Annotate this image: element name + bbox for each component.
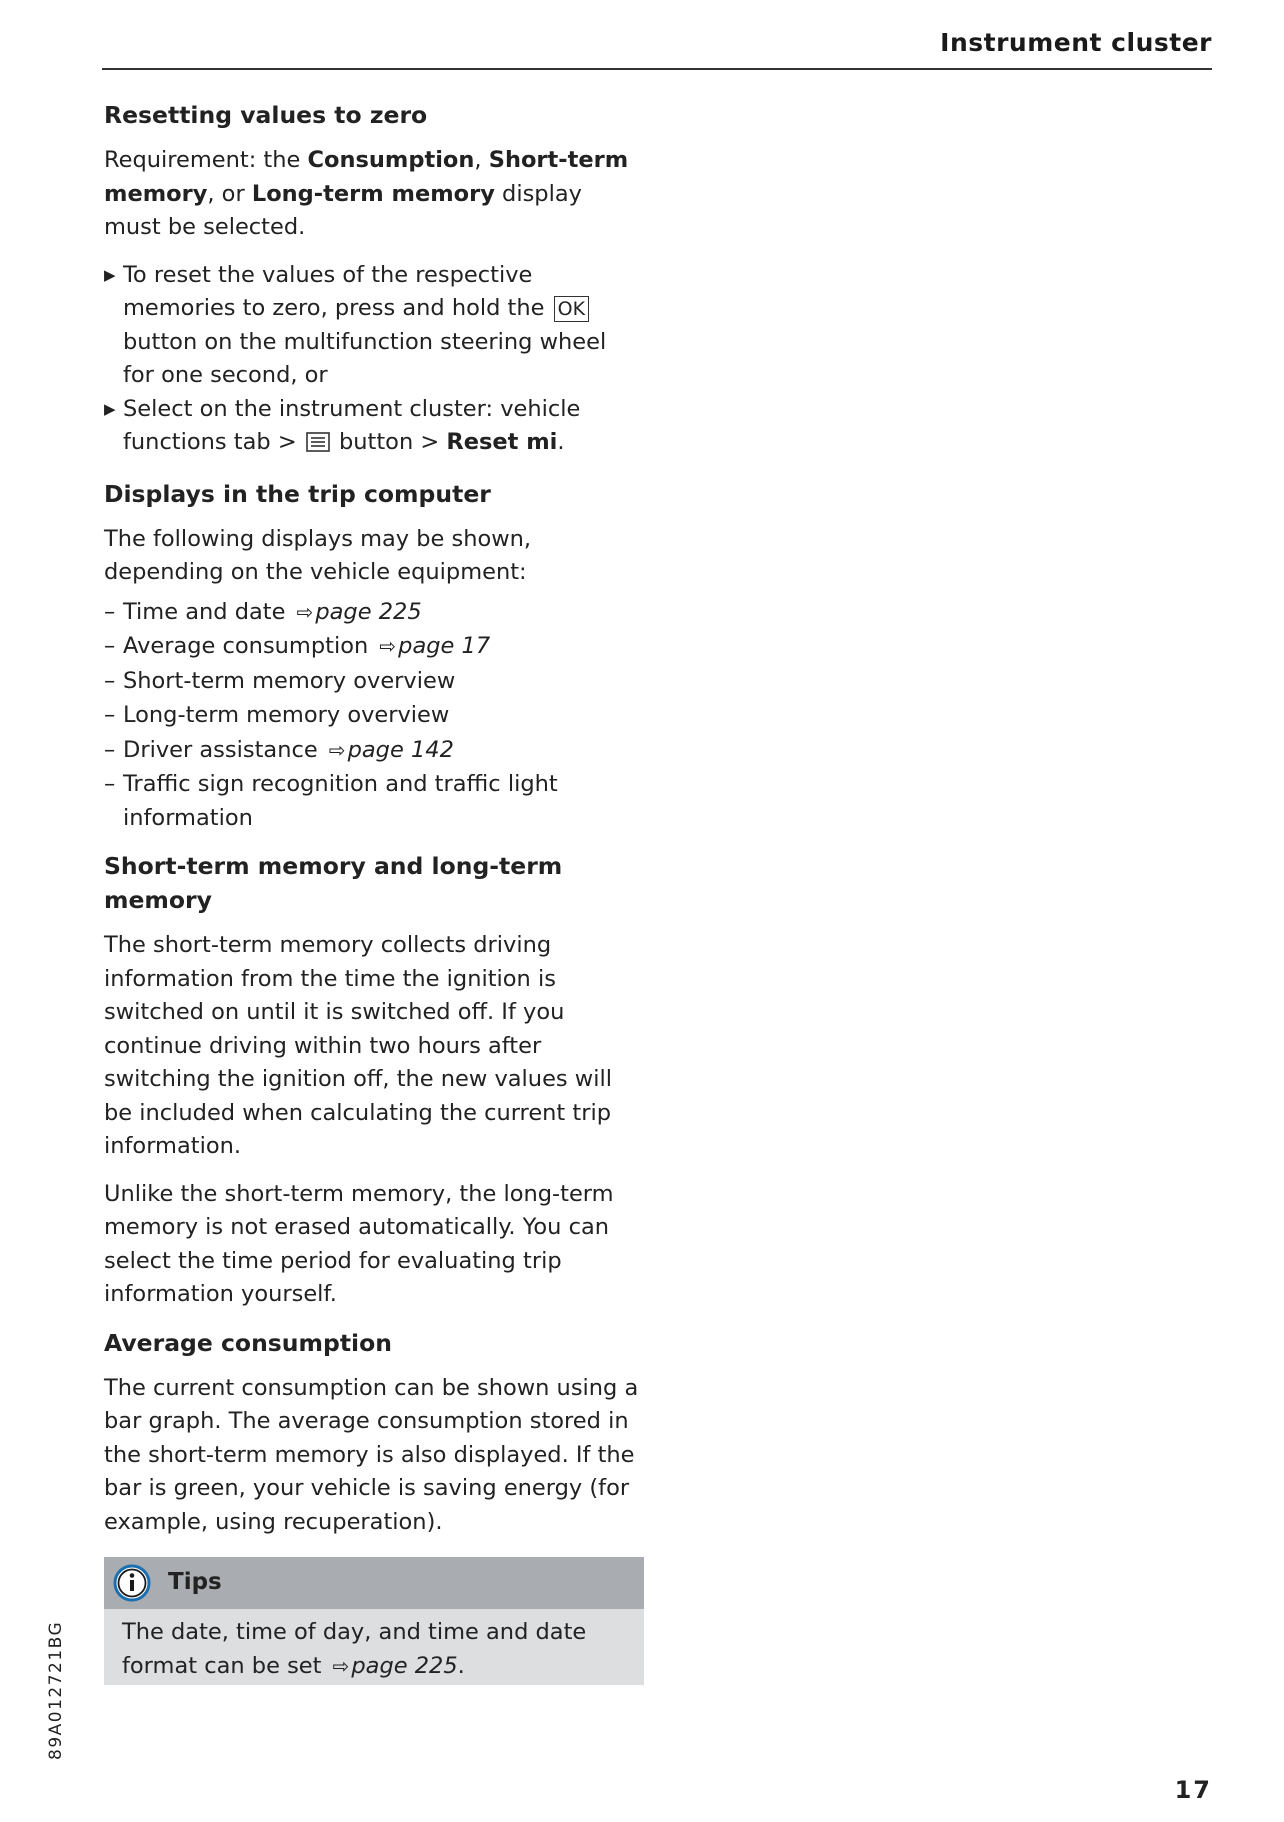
list-item: – Time and date ⇨page 225: [104, 598, 422, 625]
memory-paragraph-2: Unlike the short-term memory, the long-term memory is not erased automatically. You can select the time period for evaluating trip information yourself.: [104, 1180, 614, 1307]
section-heading-displays: Displays in the trip computer: [104, 479, 491, 508]
displays-intro: The following displays may be shown, depending on the vehicle equipment:: [104, 525, 532, 585]
header-divider: [102, 68, 1212, 70]
page-number: 17: [1174, 1776, 1212, 1804]
step-reset-menu: ▶ Select on the instrument cluster: vehicle functions tab > button > Reset mi.: [104, 393, 644, 463]
section-heading-memory: Short-term memory and long-term memory: [104, 852, 563, 914]
section-heading-average: Average consumption: [104, 1328, 392, 1357]
cross-reference-arrow-icon: ⇨: [328, 737, 346, 762]
main-column: [104, 98, 644, 1685]
displays-list: [104, 596, 644, 836]
step-arrow-icon: ▶: [104, 399, 116, 418]
page-reference-link[interactable]: page 17: [398, 633, 491, 659]
tips-box: [104, 1557, 644, 1685]
list-item: – Long-term memory overview: [104, 702, 450, 728]
page-reference-link[interactable]: page 225: [351, 1653, 458, 1679]
ok-key-symbol: OK: [554, 296, 589, 322]
step-reset-ok-button: ▶ To reset the values of the respective memories to zero, press and hold the OK button on the multifunction steering wheel for one second, or: [104, 259, 644, 393]
cross-reference-arrow-icon: ⇨: [296, 599, 314, 624]
cross-reference-arrow-icon: ⇨: [332, 1654, 350, 1678]
page-reference-link[interactable]: page 225: [315, 598, 422, 625]
section-heading-resetting: Resetting values to zero: [104, 101, 428, 129]
list-item: – Driver assistance ⇨page 142: [104, 736, 454, 763]
tips-body: The date, time of day, and time and date format can be set ⇨page 225.: [104, 1609, 644, 1685]
list-item: – Traffic sign recognition and traffic light information: [104, 771, 558, 831]
page-reference-link[interactable]: page 142: [347, 736, 454, 763]
tips-label: Tips: [168, 1569, 222, 1596]
tips-header: [104, 1557, 644, 1609]
cross-reference-arrow-icon: ⇨: [379, 634, 397, 658]
average-paragraph: The current consumption can be shown using a bar graph. The average consumption stored in the short-term memory is also displayed. If the bar is green, your vehicle is saving energy (for example, using recuperation).: [104, 1374, 639, 1535]
step-arrow-icon: ▶: [104, 265, 116, 284]
info-icon: [112, 1563, 152, 1603]
list-item: – Average consumption ⇨page 17: [104, 633, 491, 659]
memory-paragraph-1: The short-term memory collects driving information from the time the ignition is switched on until it is switched off. If you continue driving within two hours after switching the ignition off, the new values will be included when calculating the current trip information.: [104, 932, 612, 1159]
document-code: 89A012721BG: [46, 1620, 66, 1760]
requirement-paragraph: Requirement: the Consumption, Short-term memory, or Long-term memory display must be selected.: [104, 147, 629, 240]
menu-list-icon: [306, 429, 330, 463]
running-header: Instrument cluster: [940, 28, 1212, 57]
list-item: – Short-term memory overview: [104, 667, 456, 694]
